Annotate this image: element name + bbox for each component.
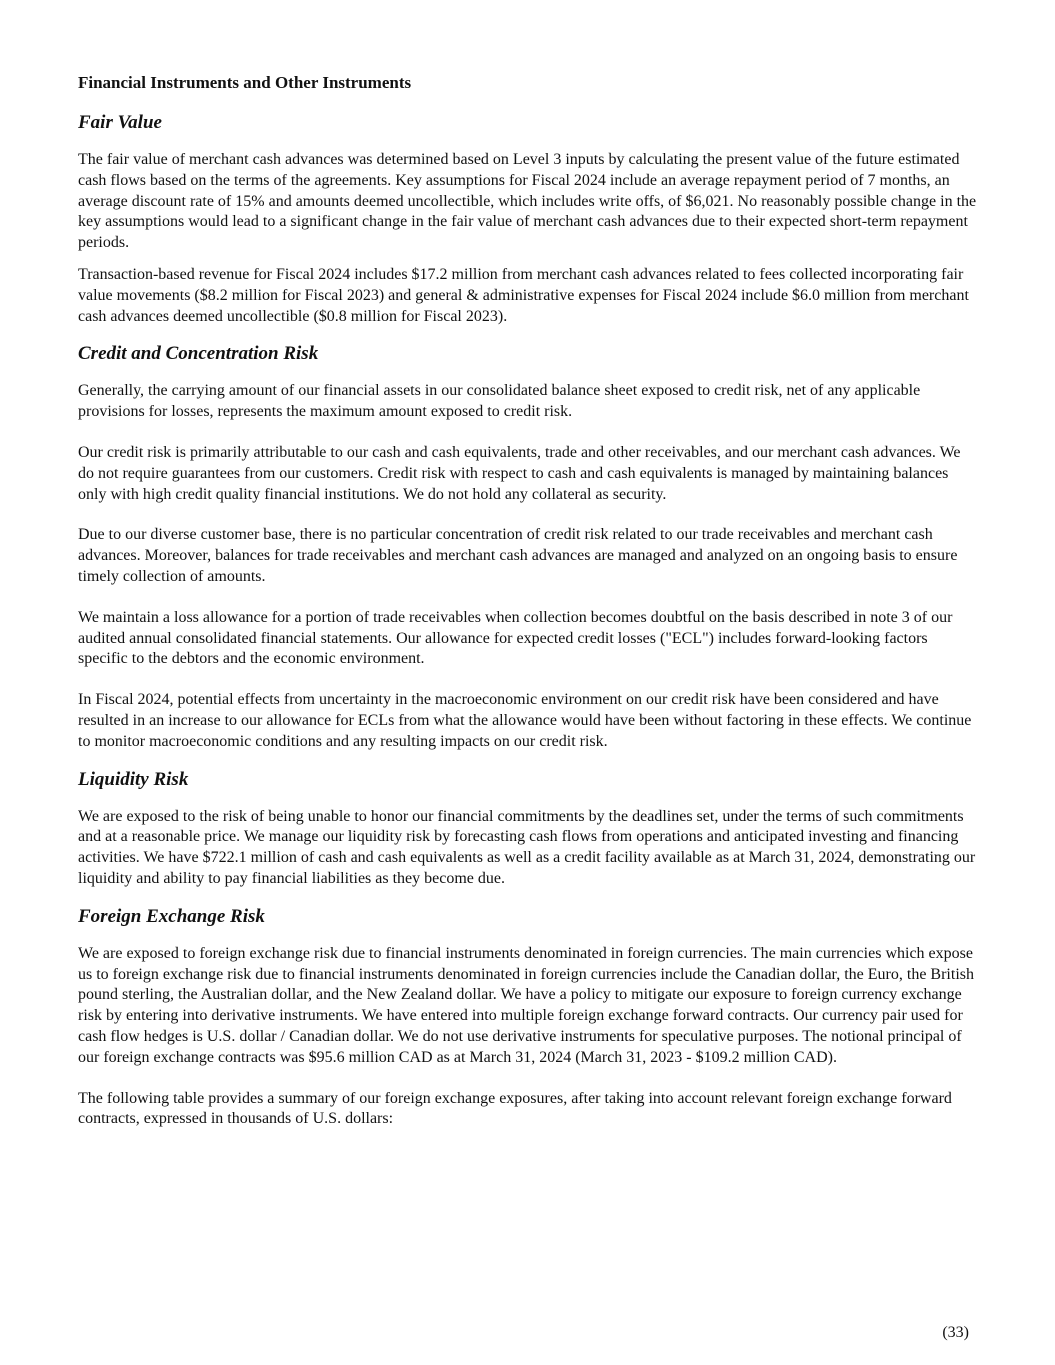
paragraph: Our credit risk is primarily attributable to our cash and cash equivalents, trade and other receivables, and our merchant cash advances. We do not require guarantees from our customers. Credit risk with respect to cash and cash equivalents is managed by maintaining balances only with high credit quality financial institutions. We do not hold any collateral as security. [78, 443, 961, 503]
page-number: (33) [942, 1324, 969, 1341]
paragraph: Generally, the carrying amount of our financial assets in our consolidated balance sheet exposed to credit risk, net of any applicable provisions for losses, represents the maximum amount exposed to credit risk. [78, 382, 921, 421]
paragraph: We are exposed to foreign exchange risk due to financial instruments denominated in foreign currencies. The main currencies which expose us to foreign exchange risk due to financial instruments denominated in foreign currencies include the Canadian dollar, the Euro, the British pound sterling, the Australian dollar, and the New Zealand dollar. We have a policy to mitigate our exposure to foreign currency exchange risk by entering into derivative instruments. We have entered into multiple foreign exchange forward contracts. Our currency pair used for cash flow hedges is U.S. dollar / Canadian dollar. We do not use derivative instruments for speculative purposes. The notional principal of our foreign exchange contracts was $95.6 million CAD as at March 31, 2024 (March 31, 2023 - $109.2 million CAD). [78, 944, 974, 1066]
paragraph: Due to our diverse customer base, there is no particular concentration of credit risk related to our trade receivables and merchant cash advances. Moreover, balances for trade receivables and merchant cash advances are managed and analyzed on an ongoing basis to ensure timely collection of amounts. [78, 526, 958, 585]
section-fair-value [78, 110, 978, 327]
section-liquidity-risk [78, 767, 978, 890]
paragraph: We maintain a loss allowance for a portion of trade receivables when collection becomes doubtful on the basis described in note 3 of our audited annual consolidated financial statements. Our allowance for expected credit losses ("ECL") includes forward-looking factors specific to the debtors and the economic environment. [78, 608, 953, 668]
section-credit-and-concentration-risk [78, 341, 978, 752]
section-foreign-exchange-risk [78, 904, 978, 1130]
document-title: Financial Instruments and Other Instruments [78, 73, 412, 92]
paragraph: The fair value of merchant cash advances was determined based on Level 3 inputs by calculating the present value of the future estimated cash flows based on the terms of the agreements. Key assumptions for Fiscal 2024 include an average repayment period of 7 months, an average discount rate of 15% and amounts deemed uncollectible, which includes write offs, of $6,021. No reasonably possible change in the key assumptions would lead to a significant change in the fair value of merchant cash advances due to their expected short-term repayment periods. [78, 151, 977, 252]
section-heading-foreign-exchange-risk: Foreign Exchange Risk [78, 905, 265, 927]
section-heading-liquidity-risk: Liquidity Risk [78, 768, 189, 790]
section-heading-credit-risk: Credit and Concentration Risk [78, 343, 319, 365]
paragraph: Transaction-based revenue for Fiscal 2024 includes $17.2 million from merchant cash advances related to fees collected incorporating fair value movements ($8.2 million for Fiscal 2023) and general & administrative expenses for Fiscal 2024 include $6.0 million from merchant cash advances deemed uncollectible ($0.8 million for Fiscal 2023). [78, 265, 969, 325]
paragraph: We are exposed to the risk of being unable to honor our financial commitments by the deadlines set, under the terms of such commitments and at a reasonable price. We manage our liquidity risk by forecasting cash flows from operations and anticipated investing and financing activities. We have $722.1 million of cash and cash equivalents as well as a credit facility available as at March 31, 2024, demonstrating our liquidity and ability to pay financial liabilities as they become due. [78, 807, 976, 887]
paragraph: In Fiscal 2024, potential effects from uncertainty in the macroeconomic environment on our credit risk have been considered and have resulted in an increase to our allowance for ECLs from what the allowance would have been without factoring in these effects. We continue to monitor macroeconomic conditions and any resulting impacts on our credit risk. [78, 691, 972, 750]
document-page [78, 70, 978, 1150]
paragraph: The following table provides a summary of our foreign exchange exposures, after taking into account relevant foreign exchange forward contracts, expressed in thousands of U.S. dollars: [78, 1089, 952, 1128]
section-heading-fair-value: Fair Value [78, 112, 162, 133]
